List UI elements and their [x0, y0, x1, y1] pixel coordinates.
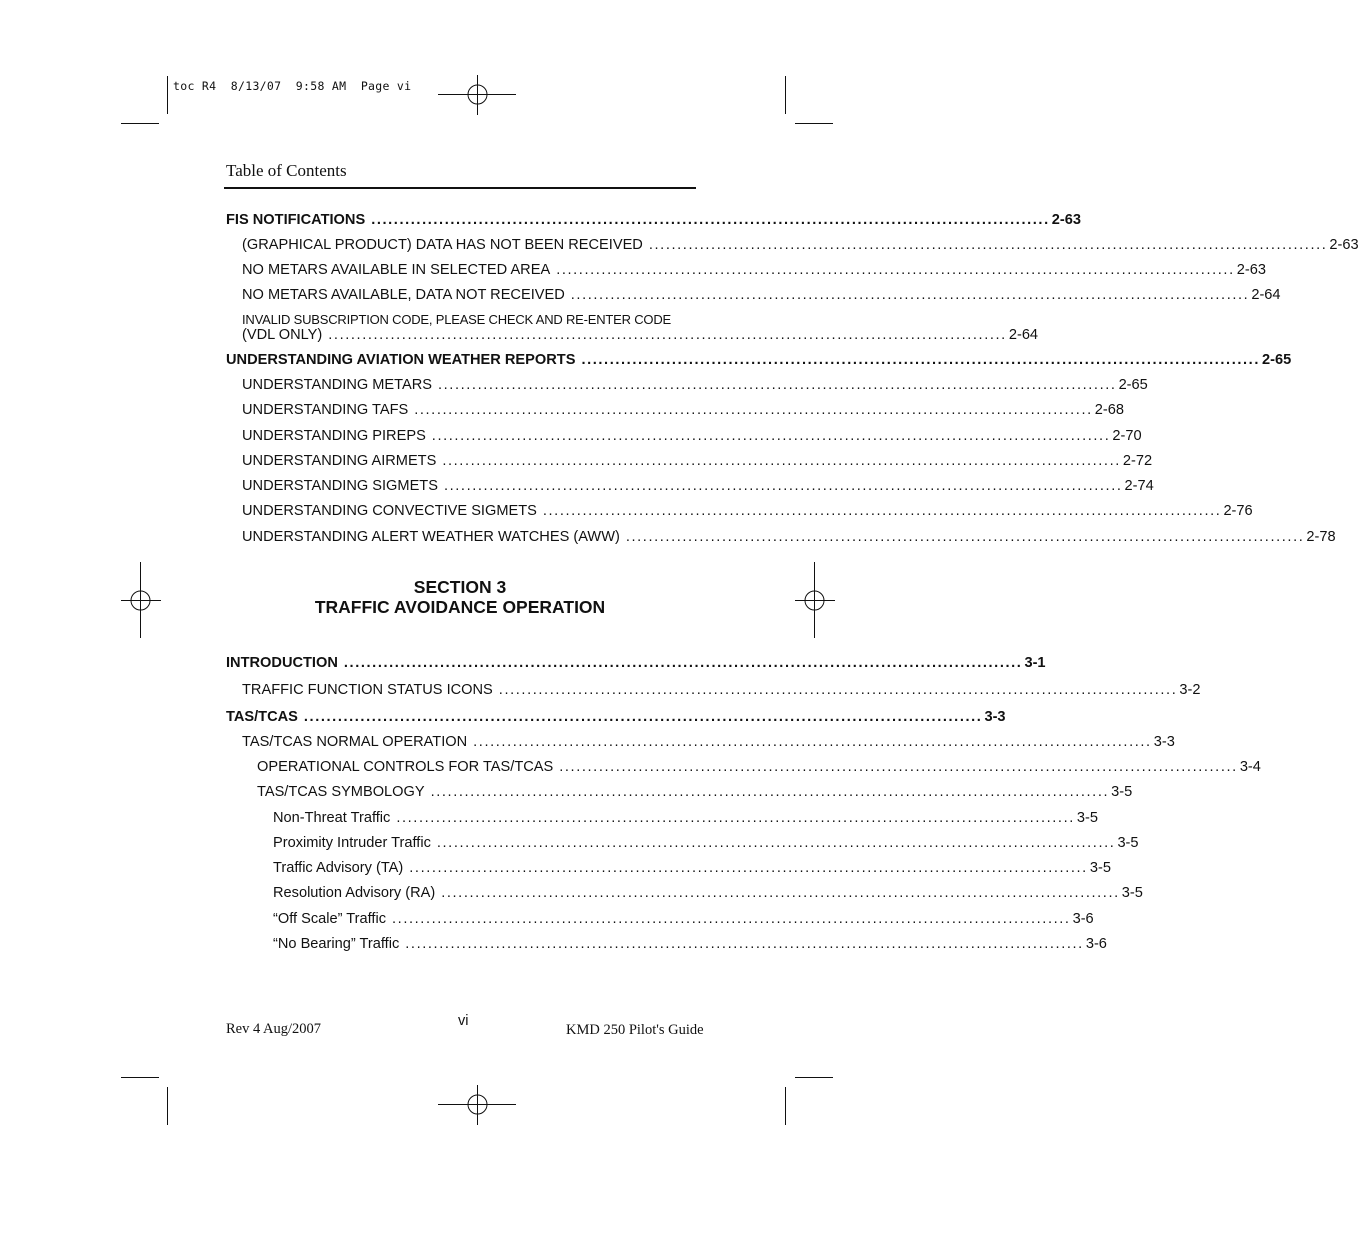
toc-entry-label: FIS NOTIFICATIONS — [226, 212, 366, 228]
toc-entry-page: 2-74 — [1124, 478, 1154, 494]
registration-mark-icon — [438, 75, 516, 115]
toc-entry-page: 3-5 — [1117, 835, 1139, 851]
toc-entry[interactable] — [226, 707, 1006, 727]
crop-mark — [167, 1087, 168, 1125]
toc-entry-label: TRAFFIC FUNCTION STATUS ICONS — [242, 682, 493, 698]
toc-entry-page: 3-6 — [1072, 911, 1094, 927]
toc-leader: ........................................................................................................................ — [405, 936, 1084, 952]
toc-entry-page: 3-3 — [984, 709, 1006, 725]
toc-entry-label: Resolution Advisory (RA) — [273, 885, 436, 901]
toc-entry-label: UNDERSTANDING CONVECTIVE SIGMETS — [242, 503, 537, 519]
registration-mark-icon — [121, 562, 161, 638]
toc-entry-page: 2-64 — [1251, 287, 1281, 303]
toc-entry-label: TAS/TCAS NORMAL OPERATION — [242, 734, 468, 750]
toc-entry-label: TAS/TCAS — [226, 709, 298, 725]
toc-entry-label-line1: INVALID SUBSCRIPTION CODE, PLEASE CHECK AND RE-ENTER CODE — [242, 312, 672, 327]
toc-entry-page: 3-6 — [1085, 936, 1107, 952]
toc-entry[interactable] — [226, 653, 1046, 673]
toc-entry[interactable] — [242, 680, 1201, 700]
toc-entry-page: 3-5 — [1111, 784, 1133, 800]
print-slug: toc R4 8/13/07 9:58 AM Page vi — [173, 79, 412, 93]
toc-entry-label: UNDERSTANDING AVIATION WEATHER REPORTS — [226, 352, 576, 368]
toc-entry-label: UNDERSTANDING AIRMETS — [242, 453, 437, 469]
footer-guide-title: KMD 250 Pilot's Guide — [566, 1022, 704, 1038]
toc-entry-page: 2-63 — [1051, 212, 1081, 228]
toc-entry[interactable] — [242, 426, 1142, 446]
toc-entry-label: “Off Scale” Traffic — [273, 911, 387, 927]
toc-entry-page: 3-5 — [1076, 810, 1098, 826]
registration-mark-icon — [438, 1085, 516, 1125]
toc-entry-page: 2-64 — [1008, 327, 1039, 343]
toc-entry-label: (VDL ONLY) — [242, 327, 323, 343]
toc-entry-label: Traffic Advisory (TA) — [273, 860, 404, 876]
crop-mark — [795, 1077, 833, 1078]
toc-entry[interactable] — [273, 909, 1094, 929]
toc-entry-label: UNDERSTANDING TAFS — [242, 402, 409, 418]
toc-entry-page: 2-65 — [1118, 377, 1148, 393]
toc-leader: ........................................................................................................................ — [430, 784, 1110, 800]
toc-leader: ........................................................................................................................ — [498, 682, 1178, 698]
toc-entry-label: NO METARS AVAILABLE, DATA NOT RECEIVED — [242, 287, 565, 303]
crop-mark — [785, 76, 786, 114]
toc-leader: ........................................................................................................................ — [581, 352, 1260, 368]
crop-mark — [167, 76, 168, 114]
toc-entry-page: 3-1 — [1024, 655, 1046, 671]
toc-entry-page: 3-5 — [1089, 860, 1111, 876]
toc-leader: ........................................................................................................................ — [328, 327, 1007, 343]
toc-entry[interactable] — [226, 210, 1081, 230]
toc-leader: ........................................................................................................................ — [542, 503, 1222, 519]
section-title: TRAFFIC AVOIDANCE OPERATION — [314, 597, 606, 617]
toc-entry-page: 2-63 — [1236, 262, 1266, 278]
page-number: vi — [458, 1013, 469, 1029]
toc-entry-page: 3-4 — [1239, 759, 1261, 775]
toc-entry-page: 2-78 — [1306, 529, 1336, 545]
toc-leader: ........................................................................................................................ — [556, 262, 1235, 278]
toc-entry-label: TAS/TCAS SYMBOLOGY — [257, 784, 425, 800]
toc-leader: ........................................................................................................................ — [438, 377, 1117, 393]
toc-entry[interactable] — [242, 400, 1124, 420]
toc-entry-page: 2-65 — [1262, 352, 1292, 368]
toc-entry-page: 2-72 — [1122, 453, 1153, 469]
header-rule — [224, 187, 696, 189]
toc-leader: ........................................................................................................................ — [431, 428, 1111, 444]
registration-mark-icon — [795, 562, 835, 638]
toc-leader: ........................................................................................................................ — [625, 529, 1305, 545]
toc-leader: ........................................................................................................................ — [442, 453, 1121, 469]
toc-leader: ........................................................................................................................ — [648, 237, 1328, 253]
toc-entry[interactable] — [273, 833, 1139, 853]
crop-mark — [121, 1077, 159, 1078]
crop-mark — [121, 123, 159, 124]
footer-revision: Rev 4 Aug/2007 — [226, 1021, 322, 1037]
toc-entry[interactable] — [242, 325, 1039, 345]
toc-entry[interactable] — [242, 732, 1175, 752]
toc-leader: ........................................................................................................................ — [396, 810, 1075, 826]
toc-leader: ........................................................................................................................ — [436, 835, 1116, 851]
toc-entry-label: INTRODUCTION — [226, 655, 338, 671]
toc-entry[interactable] — [257, 757, 1261, 777]
toc-entry[interactable] — [242, 260, 1266, 280]
toc-entry-page: 3-5 — [1121, 885, 1143, 901]
toc-leader: ........................................................................................................................ — [414, 402, 1093, 418]
toc-entry-label: Non-Threat Traffic — [273, 810, 391, 826]
toc-entry-label: UNDERSTANDING PIREPS — [242, 428, 426, 444]
toc-entry-label: UNDERSTANDING ALERT WEATHER WATCHES (AWW) — [242, 529, 620, 545]
toc-entry[interactable] — [273, 934, 1107, 954]
toc-entry-label: UNDERSTANDING METARS — [242, 377, 432, 393]
toc-entry-page: 3-3 — [1153, 734, 1175, 750]
crop-mark — [785, 1087, 786, 1125]
toc-entry[interactable] — [242, 375, 1148, 395]
toc-entry[interactable] — [273, 883, 1143, 903]
toc-entry[interactable] — [273, 858, 1111, 878]
toc-entry[interactable] — [242, 235, 1359, 255]
toc-entry-label: UNDERSTANDING SIGMETS — [242, 478, 438, 494]
toc-entry[interactable] — [257, 782, 1133, 802]
toc-entry[interactable] — [242, 476, 1154, 496]
crop-mark — [795, 123, 833, 124]
toc-leader: ........................................................................................................................ — [441, 885, 1120, 901]
toc-leader: ........................................................................................................................ — [343, 655, 1023, 671]
toc-entry-label: “No Bearing” Traffic — [273, 936, 400, 952]
toc-entry-page: 2-63 — [1329, 237, 1359, 253]
toc-leader: ........................................................................................................................ — [559, 759, 1238, 775]
toc-entry-page: 3-2 — [1179, 682, 1201, 698]
toc-leader: ........................................................................................................................ — [473, 734, 1152, 750]
toc-entry-label: OPERATIONAL CONTROLS FOR TAS/TCAS — [257, 759, 554, 775]
toc-leader: ........................................................................................................................ — [371, 212, 1050, 228]
toc-leader: ........................................................................................................................ — [443, 478, 1123, 494]
section-number: SECTION 3 — [413, 577, 507, 597]
toc-entry-page: 2-70 — [1112, 428, 1142, 444]
toc-entry[interactable] — [242, 285, 1281, 305]
toc-entry-label: Proximity Intruder Traffic — [273, 835, 431, 851]
toc-entry-page: 2-76 — [1223, 503, 1253, 519]
toc-entry-label: NO METARS AVAILABLE IN SELECTED AREA — [242, 262, 551, 278]
toc-entry[interactable] — [242, 451, 1153, 471]
toc-entry-page: 2-68 — [1094, 402, 1124, 418]
page-title: Table of Contents — [226, 161, 347, 180]
toc-entry[interactable] — [242, 501, 1253, 521]
toc-entry[interactable] — [273, 808, 1098, 828]
toc-leader: ........................................................................................................................ — [570, 287, 1250, 303]
toc-leader: ........................................................................................................................ — [303, 709, 983, 725]
toc-entry-label: (GRAPHICAL PRODUCT) DATA HAS NOT BEEN RECEIVED — [242, 237, 643, 253]
toc-leader: ........................................................................................................................ — [392, 911, 1071, 927]
toc-entry[interactable] — [226, 350, 1292, 370]
toc-leader: ........................................................................................................................ — [409, 860, 1088, 876]
toc-entry[interactable] — [242, 527, 1336, 547]
